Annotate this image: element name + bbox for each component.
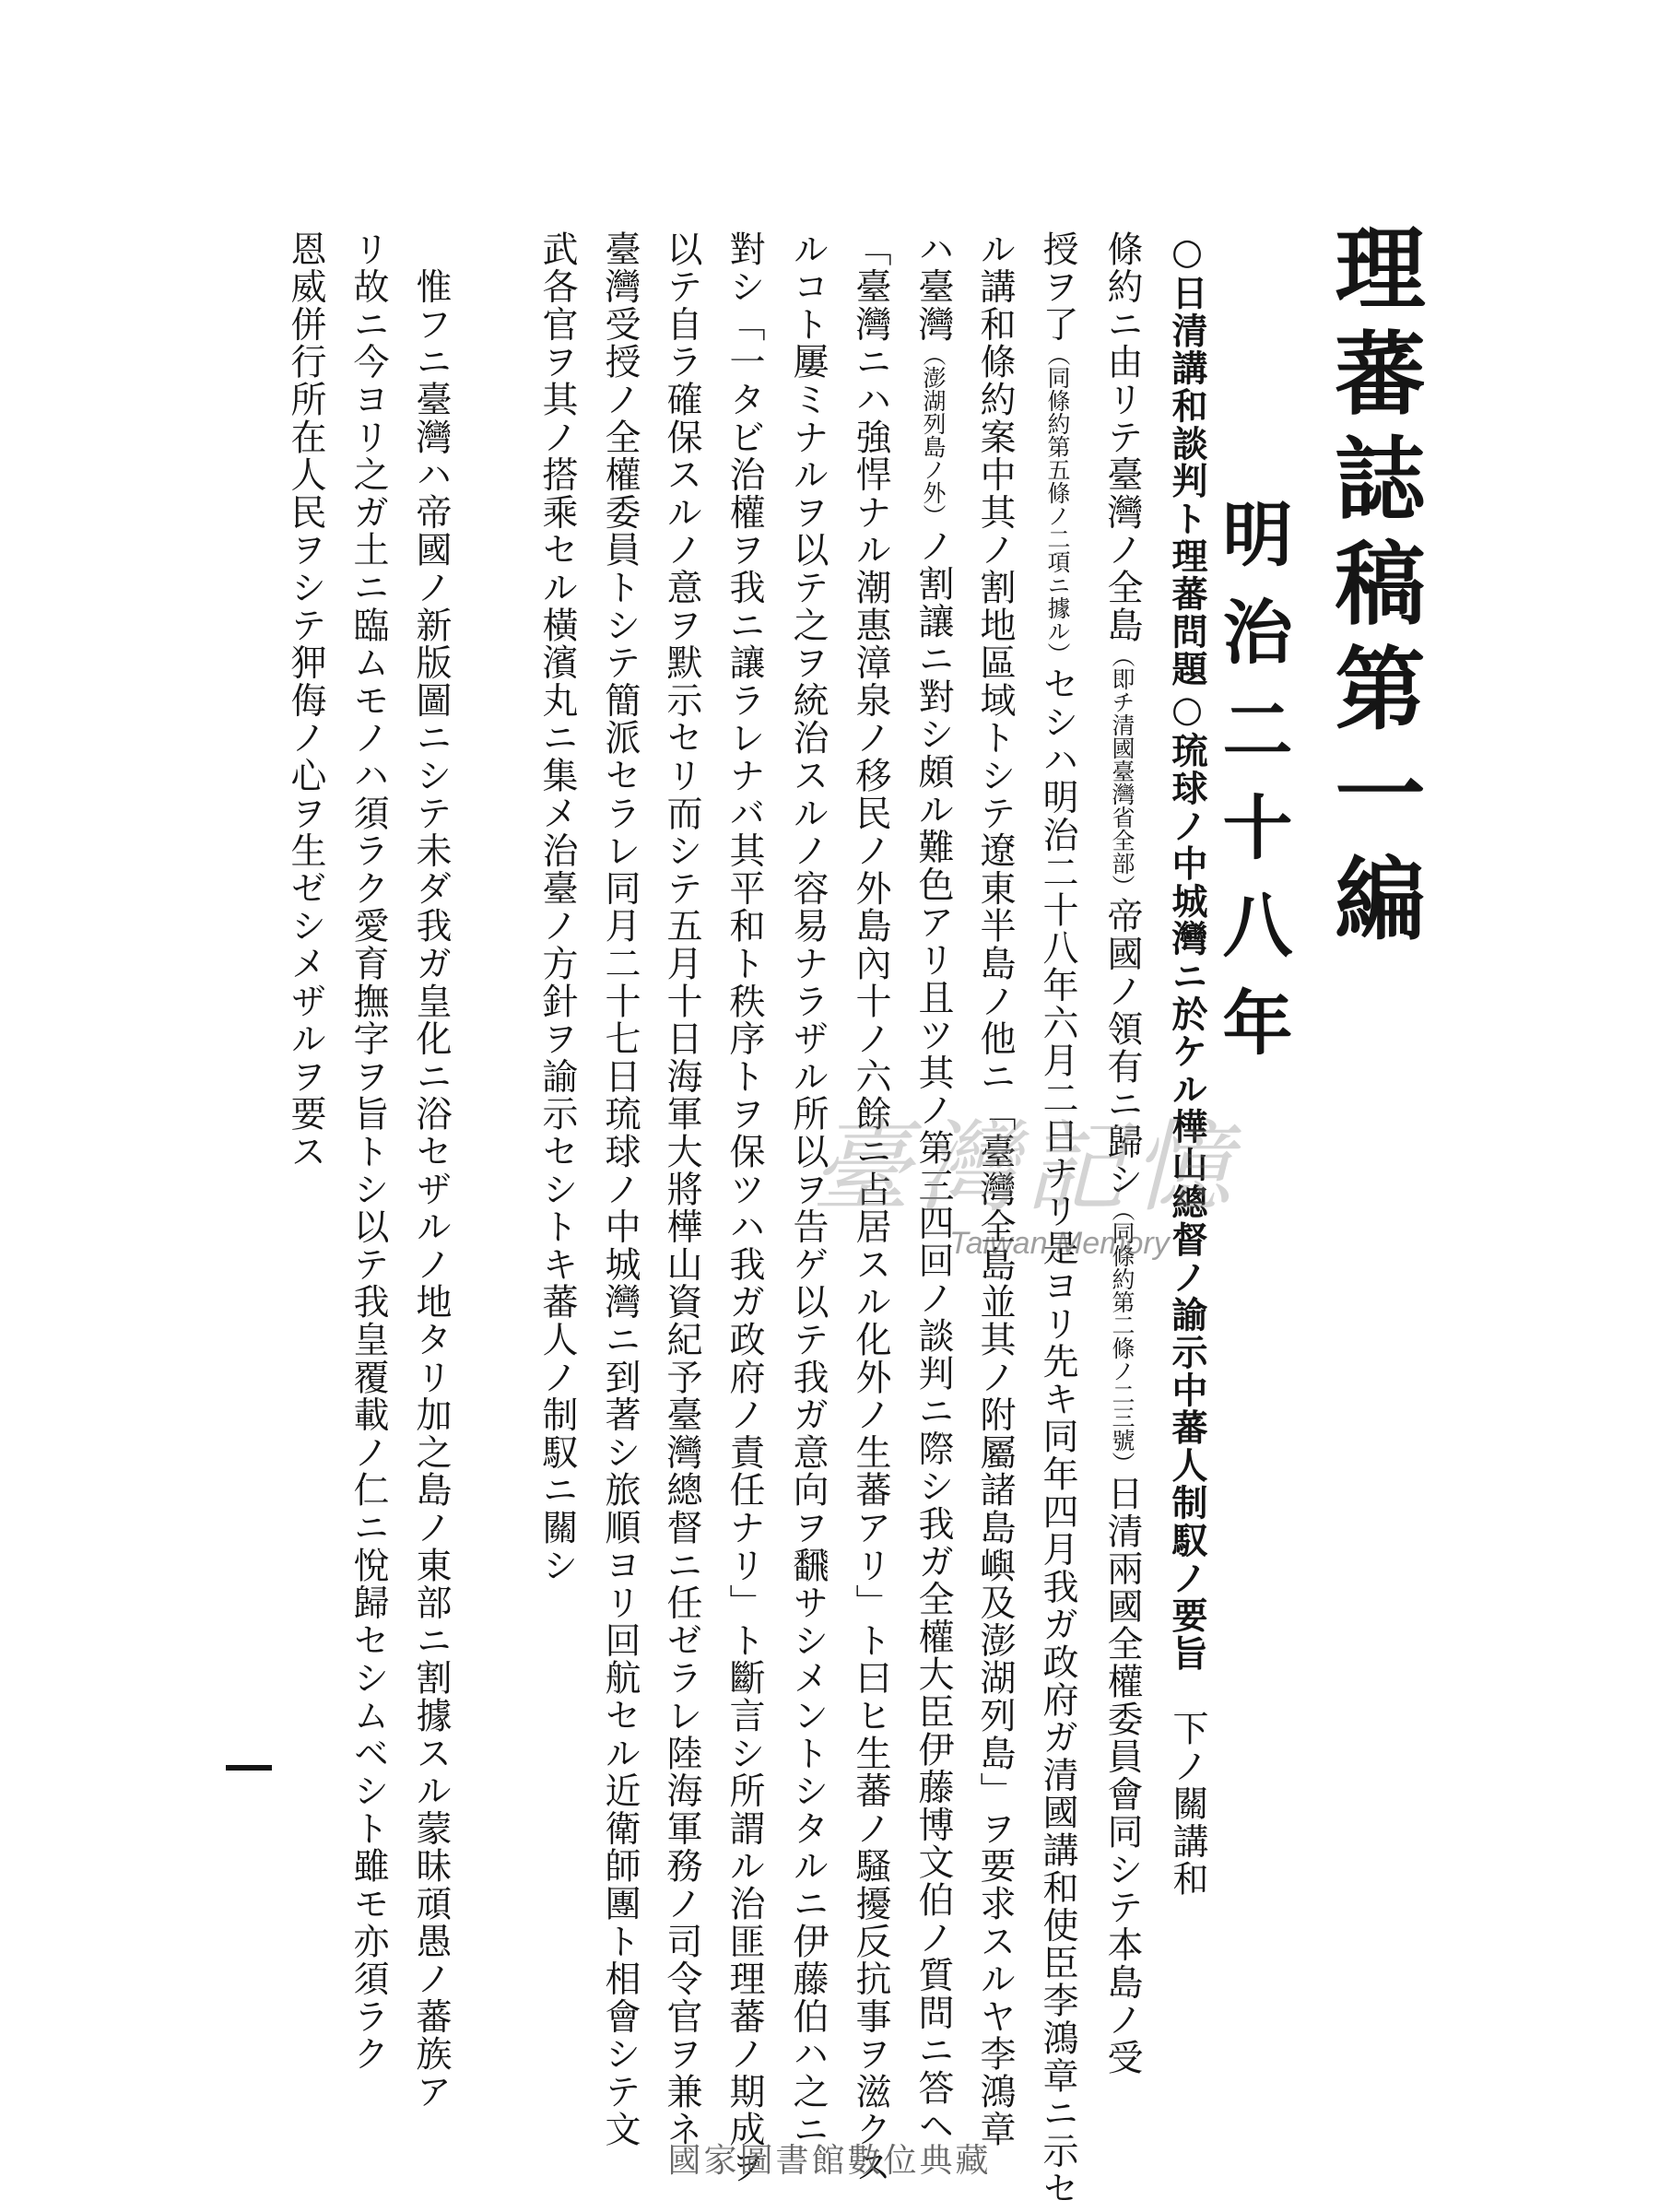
text-column-6: 「臺灣ニハ強悍ナル潮惠漳泉ノ移民ノ外島內十ノ六餘ニ占居スル化外ノ生蕃アリ」ト曰ヒ生蕃ノ騷擾反抗事ヲ滋クス [850, 230, 891, 2186]
text-column-8: 對シ「一タビ治權ヲ我ニ讓ラレナバ其平和ト秩序トヲ保ツハ我ガ政府ノ責任ナリ」ト斷言シ所謂ル治匪理蕃ノ期成ヲ [724, 230, 765, 2186]
text-column-12: 惟フニ臺灣ハ帝國ノ新版圖ニシテ未ダ我ガ皇化ニ浴セザルノ地タリ加之島ノ東部ニ割據スル蒙昧頑愚ノ蕃族ア [410, 230, 452, 2111]
column-text: 下ノ關講和 [1167, 1672, 1208, 1899]
text-column-5 [912, 230, 954, 2145]
text-column-4: ル講和條約案中其ノ割地區域トシテ遼東半島ノ他ニ「臺灣全島並其ノ附屬諸島嶼及澎湖列島」ヲ要求スルヤ李鴻章 [974, 230, 1016, 2148]
text-column-13: リ故ニ今ヨリ之ガ土ニ臨ムモノハ須ラク愛育撫字ヲ旨トシ以テ我皇覆載ノ仁ニ悅歸セシムベシト雖モ亦須ラク [347, 230, 389, 2074]
column-text: セシハ明治二十八年六月二日ナリ是ヨリ先キ同年四月我ガ政府ガ清國講和使臣李鴻章ニ示セ [1037, 665, 1078, 2208]
column-text: 日清兩國全權委員會同シテ本島ノ受 [1101, 1475, 1143, 2077]
column-text: 條約ニ由リテ臺灣ノ全島 [1101, 230, 1143, 644]
column-text: 帝國ノ領有ニ歸シ [1101, 897, 1143, 1199]
text-column-1 [1166, 230, 1208, 1899]
inline-note: （即チ清國臺灣省全部） [1109, 643, 1135, 898]
text-column-14: 恩威併行所在人民ヲシテ狎侮ノ心ヲ生ゼシメザルヲ要ス [285, 230, 326, 1171]
watermark-text: 臺灣記憶 [811, 1111, 1240, 1226]
text-column-7: ルコト屢ミナルヲ以テ之ヲ統治スルノ容易ナラザル所以ヲ告ゲ以テ我ガ意向ヲ飜サシメントシタルニ伊藤伯ハ之ニ [787, 230, 829, 2148]
text-column-3 [1037, 230, 1078, 2208]
book-title: 理蕃誌稿第一編 [1320, 221, 1426, 957]
inline-note: （澎湖列島ノ外） [920, 343, 947, 528]
footer-credit: 國家圖書館數位典藏 [667, 2142, 992, 2180]
text-column-10: 臺灣受授ノ全權委員トシテ簡派セラレ同月二十七日琉球ノ中城灣ニ到著シ旅順ヨリ回航セル近衛師團ト相會シテ文 [599, 230, 641, 2148]
column-text: 授ヲ了 [1037, 230, 1078, 344]
inline-note: （同條約第五條ノ二項ニ據ル） [1044, 343, 1071, 666]
article-heading: ○日清講和談判ト理蕃問題○琉球ノ中城灣ニ於ケル樺山總督ノ諭示中蕃人制馭ノ要旨 [1166, 230, 1208, 1673]
column-text: ノ割讓ニ對シ頗ル難色アリ且ツ其ノ第三四回ノ談判ニ際シ我ガ全權大臣伊藤博文伯ノ質問ニ答ヘ [912, 527, 954, 2145]
text-column-11: 武各官ヲ其ノ搭乘セル橫濱丸ニ集メ治臺ノ方針ヲ諭示セシトキ蕃人ノ制馭ニ關シ [536, 230, 578, 1584]
year-heading: 明治二十八年 [1211, 498, 1293, 1084]
column-text: ハ臺灣 [912, 230, 954, 344]
inline-note: （同條約第二條ノ二三號） [1109, 1198, 1135, 1476]
text-column-9: 以テ自ラ確保スルノ意ヲ默示セリ而シテ五月十日海軍大將樺山資紀予臺灣總督ニ任ゼラレ陸海軍務ノ司令官ヲ兼ネ [661, 230, 702, 2148]
text-column-2 [1101, 230, 1143, 2077]
page-number [226, 1765, 272, 1771]
watermark-subtext: Taiwan Memory [949, 1226, 1170, 1261]
